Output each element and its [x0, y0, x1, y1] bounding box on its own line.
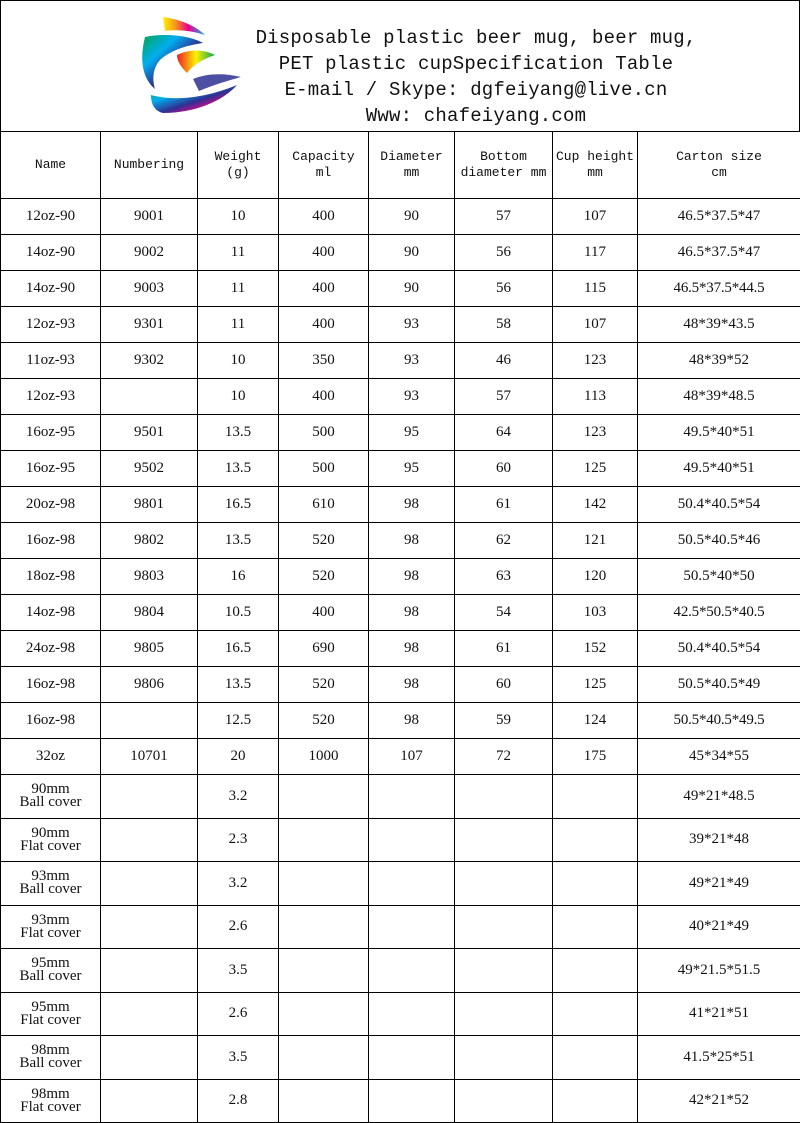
cell-carton: 49*21*48.5 — [638, 775, 800, 819]
cell-weight: 2.6 — [198, 905, 279, 949]
table-row-cover — [1, 1036, 800, 1080]
cell-capacity — [279, 992, 369, 1036]
cell-height: 113 — [553, 379, 638, 415]
cell-name: 16oz-95 — [1, 451, 101, 487]
cell-diameter — [369, 775, 455, 819]
cell-bottom: 58 — [455, 307, 553, 343]
cell-height — [553, 1079, 638, 1123]
cell-bottom — [455, 818, 553, 862]
cell-name: 12oz-90 — [1, 199, 101, 235]
cell-cover-name — [1, 1036, 101, 1080]
cell-numbering: 9002 — [101, 235, 198, 271]
cell-carton: 50.5*40*50 — [638, 559, 800, 595]
cell-weight: 10.5 — [198, 595, 279, 631]
cell-cover-name — [1, 1079, 101, 1123]
header-bottom-diameter: Bottom diameter mm — [455, 132, 553, 199]
cell-numbering — [101, 862, 198, 906]
website: Www: chafeiyang.com — [251, 103, 701, 129]
feiyang-rainbow-logo-icon — [133, 15, 249, 117]
cell-carton: 41*21*51 — [638, 992, 800, 1036]
cell-weight: 3.2 — [198, 862, 279, 906]
cell-bottom — [455, 862, 553, 906]
cover-size: 90mm — [1, 783, 100, 796]
cover-type: Ball cover — [1, 970, 100, 983]
cell-numbering: 9801 — [101, 487, 198, 523]
cell-height — [553, 775, 638, 819]
cell-carton: 49*21*49 — [638, 862, 800, 906]
cell-carton: 50.4*40.5*54 — [638, 631, 800, 667]
cell-diameter: 93 — [369, 343, 455, 379]
cell-capacity: 520 — [279, 667, 369, 703]
cell-numbering: 9802 — [101, 523, 198, 559]
cell-name: 16oz-98 — [1, 523, 101, 559]
cell-diameter: 98 — [369, 595, 455, 631]
cell-carton: 39*21*48 — [638, 818, 800, 862]
cell-height: 142 — [553, 487, 638, 523]
cell-capacity — [279, 818, 369, 862]
cell-weight: 2.6 — [198, 992, 279, 1036]
cell-bottom — [455, 949, 553, 993]
cell-diameter — [369, 992, 455, 1036]
table-row-cover — [1, 1079, 800, 1123]
cell-diameter: 98 — [369, 667, 455, 703]
header-carton-size: Carton size cm — [638, 132, 800, 199]
cell-cover-name — [1, 862, 101, 906]
cell-cover-name — [1, 905, 101, 949]
cell-diameter — [369, 949, 455, 993]
cell-carton: 50.5*40.5*46 — [638, 523, 800, 559]
table-row — [1, 451, 800, 487]
cell-weight: 12.5 — [198, 703, 279, 739]
table-row — [1, 739, 800, 775]
cell-diameter — [369, 1036, 455, 1080]
cover-type: Ball cover — [1, 883, 100, 896]
cell-name: 16oz-95 — [1, 415, 101, 451]
table-row — [1, 523, 800, 559]
table-row — [1, 199, 800, 235]
cover-rows — [1, 775, 800, 1123]
cell-capacity: 400 — [279, 199, 369, 235]
cell-carton: 49.5*40*51 — [638, 415, 800, 451]
cell-capacity: 690 — [279, 631, 369, 667]
table-row — [1, 703, 800, 739]
header-numbering: Numbering — [101, 132, 198, 199]
cell-bottom — [455, 905, 553, 949]
cell-name: 16oz-98 — [1, 703, 101, 739]
cell-weight: 13.5 — [198, 451, 279, 487]
cell-bottom: 62 — [455, 523, 553, 559]
cell-capacity — [279, 905, 369, 949]
table-row — [1, 415, 800, 451]
cell-diameter: 90 — [369, 199, 455, 235]
cover-size: 98mm — [1, 1088, 100, 1101]
cell-height: 123 — [553, 415, 638, 451]
cell-capacity: 400 — [279, 235, 369, 271]
cell-carton: 48*39*52 — [638, 343, 800, 379]
cell-name: 12oz-93 — [1, 307, 101, 343]
header-capacity: Capacity ml — [279, 132, 369, 199]
cell-numbering: 9805 — [101, 631, 198, 667]
cell-numbering: 9501 — [101, 415, 198, 451]
cell-carton: 46.5*37.5*44.5 — [638, 271, 800, 307]
table-row-cover — [1, 775, 800, 819]
cup-rows — [1, 199, 800, 775]
cell-carton: 42.5*50.5*40.5 — [638, 595, 800, 631]
cell-bottom: 57 — [455, 379, 553, 415]
contact-email: E-mail / Skype: dgfeiyang@live.cn — [251, 77, 701, 103]
cell-diameter: 95 — [369, 451, 455, 487]
cell-bottom: 54 — [455, 595, 553, 631]
cover-type: Flat cover — [1, 927, 100, 940]
cell-name: 18oz-98 — [1, 559, 101, 595]
cell-weight: 16 — [198, 559, 279, 595]
cell-weight: 16.5 — [198, 631, 279, 667]
cell-numbering — [101, 379, 198, 415]
cell-weight: 20 — [198, 739, 279, 775]
cover-type: Ball cover — [1, 1057, 100, 1070]
cell-carton: 40*21*49 — [638, 905, 800, 949]
table-row — [1, 631, 800, 667]
cell-weight: 10 — [198, 199, 279, 235]
cover-type: Flat cover — [1, 840, 100, 853]
cell-capacity — [279, 1079, 369, 1123]
cell-height: 115 — [553, 271, 638, 307]
cell-bottom — [455, 775, 553, 819]
cell-numbering — [101, 703, 198, 739]
cell-carton: 49.5*40*51 — [638, 451, 800, 487]
cell-height — [553, 905, 638, 949]
cell-capacity — [279, 862, 369, 906]
cell-numbering — [101, 905, 198, 949]
cover-size: 95mm — [1, 957, 100, 970]
cell-name: 11oz-93 — [1, 343, 101, 379]
table-row — [1, 487, 800, 523]
cell-numbering — [101, 818, 198, 862]
cover-size: 98mm — [1, 1044, 100, 1057]
cell-height: 107 — [553, 199, 638, 235]
cell-name: 32oz — [1, 739, 101, 775]
cell-bottom: 57 — [455, 199, 553, 235]
cell-weight: 2.8 — [198, 1079, 279, 1123]
table-row-cover — [1, 818, 800, 862]
cell-height — [553, 862, 638, 906]
cell-diameter: 90 — [369, 235, 455, 271]
table-row — [1, 559, 800, 595]
cell-height — [553, 818, 638, 862]
cell-carton: 50.5*40.5*49.5 — [638, 703, 800, 739]
cell-diameter — [369, 818, 455, 862]
cell-name: 14oz-90 — [1, 235, 101, 271]
cell-numbering — [101, 949, 198, 993]
cell-cover-name — [1, 992, 101, 1036]
cell-diameter — [369, 905, 455, 949]
cell-numbering: 9302 — [101, 343, 198, 379]
table-row — [1, 379, 800, 415]
cell-bottom: 56 — [455, 235, 553, 271]
cell-height: 124 — [553, 703, 638, 739]
cell-capacity: 400 — [279, 379, 369, 415]
cell-height — [553, 1036, 638, 1080]
cell-diameter: 98 — [369, 559, 455, 595]
cell-weight: 13.5 — [198, 415, 279, 451]
table-row-cover — [1, 992, 800, 1036]
cell-carton: 48*39*43.5 — [638, 307, 800, 343]
cell-height: 152 — [553, 631, 638, 667]
cell-carton: 46.5*37.5*47 — [638, 235, 800, 271]
header-name: Name — [1, 132, 101, 199]
cover-size: 95mm — [1, 1001, 100, 1014]
cell-cover-name — [1, 949, 101, 993]
table-row — [1, 235, 800, 271]
cell-capacity — [279, 775, 369, 819]
cell-height — [553, 992, 638, 1036]
cell-carton: 50.4*40.5*54 — [638, 487, 800, 523]
cell-numbering: 9301 — [101, 307, 198, 343]
cover-size: 93mm — [1, 914, 100, 927]
cell-height: 125 — [553, 667, 638, 703]
cell-numbering: 9806 — [101, 667, 198, 703]
cell-numbering: 9803 — [101, 559, 198, 595]
cell-carton: 48*39*48.5 — [638, 379, 800, 415]
cell-weight: 13.5 — [198, 667, 279, 703]
cell-bottom: 61 — [455, 631, 553, 667]
table-row — [1, 343, 800, 379]
cell-bottom — [455, 1036, 553, 1080]
cell-weight: 10 — [198, 379, 279, 415]
cell-diameter: 98 — [369, 523, 455, 559]
cell-name: 20oz-98 — [1, 487, 101, 523]
table-row-cover — [1, 862, 800, 906]
spec-table — [0, 131, 800, 1123]
cell-weight: 10 — [198, 343, 279, 379]
cell-bottom: 56 — [455, 271, 553, 307]
header-cup-height: Cup height mm — [553, 132, 638, 199]
cell-bottom — [455, 1079, 553, 1123]
cell-bottom: 61 — [455, 487, 553, 523]
cell-height: 125 — [553, 451, 638, 487]
cell-capacity: 520 — [279, 559, 369, 595]
table-header-row — [1, 132, 800, 199]
header-diameter: Diameter mm — [369, 132, 455, 199]
cell-bottom: 59 — [455, 703, 553, 739]
cell-height: 120 — [553, 559, 638, 595]
cell-bottom: 60 — [455, 451, 553, 487]
cell-weight: 13.5 — [198, 523, 279, 559]
title-block — [251, 25, 701, 129]
cell-name: 16oz-98 — [1, 667, 101, 703]
cell-numbering: 9502 — [101, 451, 198, 487]
cell-bottom: 72 — [455, 739, 553, 775]
table-row-cover — [1, 905, 800, 949]
cell-capacity: 400 — [279, 307, 369, 343]
cell-carton: 46.5*37.5*47 — [638, 199, 800, 235]
cell-cover-name — [1, 818, 101, 862]
cover-type: Ball cover — [1, 796, 100, 809]
cell-weight: 16.5 — [198, 487, 279, 523]
cell-capacity: 400 — [279, 271, 369, 307]
cell-capacity: 520 — [279, 703, 369, 739]
cell-name: 14oz-90 — [1, 271, 101, 307]
cell-numbering — [101, 1079, 198, 1123]
cell-carton: 50.5*40.5*49 — [638, 667, 800, 703]
cell-capacity — [279, 949, 369, 993]
cell-cover-name — [1, 775, 101, 819]
header-weight: Weight (g) — [198, 132, 279, 199]
cell-capacity: 400 — [279, 595, 369, 631]
cell-weight: 2.3 — [198, 818, 279, 862]
cell-weight: 3.5 — [198, 1036, 279, 1080]
cell-diameter: 107 — [369, 739, 455, 775]
cell-bottom — [455, 992, 553, 1036]
cell-diameter: 98 — [369, 487, 455, 523]
cell-capacity: 610 — [279, 487, 369, 523]
cell-diameter: 90 — [369, 271, 455, 307]
cell-diameter: 93 — [369, 307, 455, 343]
cover-type: Flat cover — [1, 1101, 100, 1114]
cell-carton: 41.5*25*51 — [638, 1036, 800, 1080]
cell-diameter: 98 — [369, 631, 455, 667]
cell-weight: 3.5 — [198, 949, 279, 993]
cell-capacity: 500 — [279, 451, 369, 487]
cell-name: 24oz-98 — [1, 631, 101, 667]
header — [0, 0, 800, 131]
cell-bottom: 60 — [455, 667, 553, 703]
cell-numbering: 9804 — [101, 595, 198, 631]
cell-diameter — [369, 862, 455, 906]
table-row — [1, 271, 800, 307]
cell-numbering: 9001 — [101, 199, 198, 235]
cell-carton: 45*34*55 — [638, 739, 800, 775]
cell-height: 107 — [553, 307, 638, 343]
cell-carton: 42*21*52 — [638, 1079, 800, 1123]
cover-type: Flat cover — [1, 1014, 100, 1027]
cell-name: 12oz-93 — [1, 379, 101, 415]
cell-numbering — [101, 1036, 198, 1080]
cell-numbering — [101, 775, 198, 819]
cover-size: 90mm — [1, 827, 100, 840]
cell-bottom: 63 — [455, 559, 553, 595]
cell-diameter: 98 — [369, 703, 455, 739]
cell-height — [553, 949, 638, 993]
cell-diameter — [369, 1079, 455, 1123]
cell-numbering — [101, 992, 198, 1036]
cell-capacity: 350 — [279, 343, 369, 379]
cell-height: 175 — [553, 739, 638, 775]
cell-weight: 3.2 — [198, 775, 279, 819]
cell-numbering: 9003 — [101, 271, 198, 307]
cell-capacity: 520 — [279, 523, 369, 559]
cell-capacity — [279, 1036, 369, 1080]
table-row — [1, 307, 800, 343]
cell-numbering: 10701 — [101, 739, 198, 775]
cell-weight: 11 — [198, 271, 279, 307]
cell-diameter: 95 — [369, 415, 455, 451]
cell-name: 14oz-98 — [1, 595, 101, 631]
cell-bottom: 64 — [455, 415, 553, 451]
cell-height: 123 — [553, 343, 638, 379]
cell-weight: 11 — [198, 235, 279, 271]
cell-diameter: 93 — [369, 379, 455, 415]
cell-weight: 11 — [198, 307, 279, 343]
cell-capacity: 500 — [279, 415, 369, 451]
cell-capacity: 1000 — [279, 739, 369, 775]
cell-carton: 49*21.5*51.5 — [638, 949, 800, 993]
cover-size: 93mm — [1, 870, 100, 883]
cell-height: 121 — [553, 523, 638, 559]
title-line-1: Disposable plastic beer mug, beer mug, — [251, 25, 701, 51]
table-row — [1, 595, 800, 631]
cell-height: 117 — [553, 235, 638, 271]
title-line-2: PET plastic cupSpecification Table — [251, 51, 701, 77]
cell-bottom: 46 — [455, 343, 553, 379]
table-row-cover — [1, 949, 800, 993]
table-row — [1, 667, 800, 703]
cell-height: 103 — [553, 595, 638, 631]
